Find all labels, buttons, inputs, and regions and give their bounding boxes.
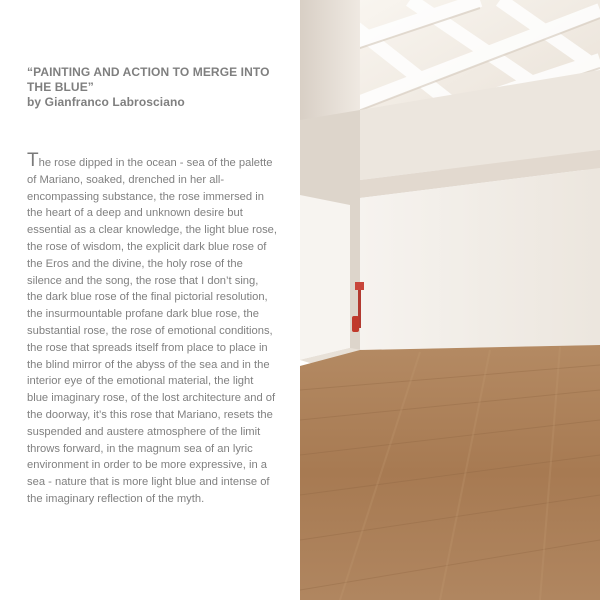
title-line-1: “PAINTING AND ACTION TO MERGE INTO bbox=[27, 65, 270, 79]
byline: by Gianfranco Labrosciano bbox=[27, 95, 185, 109]
drop-cap: T bbox=[27, 150, 39, 171]
article-title bbox=[27, 65, 287, 110]
article-body bbox=[27, 150, 278, 508]
gallery-photo bbox=[300, 0, 600, 600]
title-line-2: THE BLUE” bbox=[27, 80, 94, 94]
body-paragraph bbox=[27, 150, 278, 508]
gallery-room-illustration bbox=[300, 0, 600, 600]
body-text: he rose dipped in the ocean - sea of the palette of Mariano, soaked, drenched in her all-encompassing substance, the rose immersed in the heart of a deep and unknown desire but essential as a clear knowledge, the light blue rose, the rose of wisdom, the explicit dark blue rose of the Eros and the divine, the holy rose of the silence and the song, the rose that I don’t sing, the dark blue rose of the final pictorial resolution, the insurmountable profane dark blue rose, the substantial rose, the rose of emotional conditions, the rose that spreads itself from place to place in the blind mirror of the abyss of the sea and in the interior eye of the emotional material, the light blue imaginary rose, of the lost architecture and of the doorway, it’s this rose that Mariano, resets the suspended and austere atmosphere of the limit throws forward, in the magnum sea of an lyric environment in order to be more expressive, in a sea - nature that is more light blue and intense of the imaginary reflection of the myth. bbox=[27, 157, 278, 505]
